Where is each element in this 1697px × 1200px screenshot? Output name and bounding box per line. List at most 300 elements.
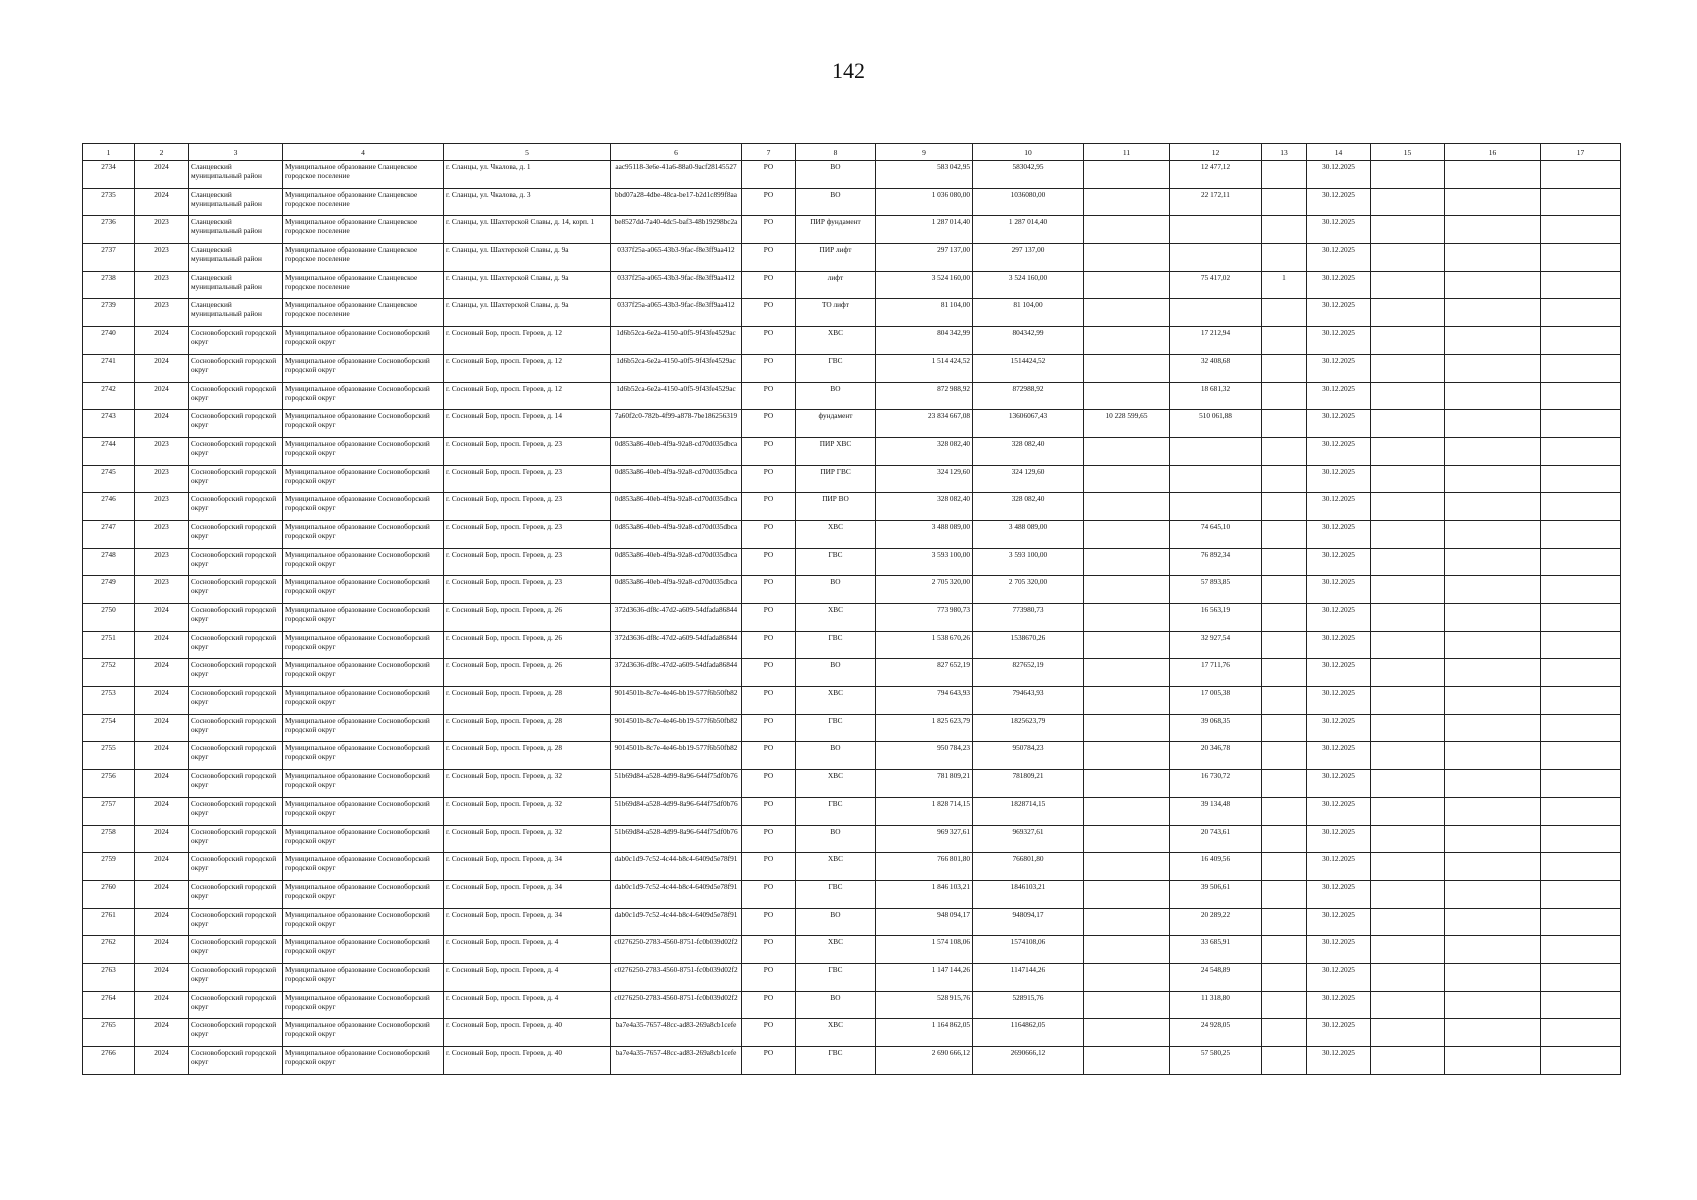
table-row	[83, 271, 1621, 299]
table-cell-col-7: РО	[742, 991, 796, 1019]
table-cell-col-9: 969 327,61	[876, 825, 973, 853]
table-row	[83, 825, 1621, 853]
table-cell-col-16	[1445, 354, 1541, 382]
table-cell-col-9: 297 137,00	[876, 244, 973, 272]
table-cell-col-13	[1262, 216, 1307, 244]
table-body	[83, 161, 1621, 1075]
table-cell-col-10: 81 104,00	[973, 299, 1084, 327]
table-cell-col-3: Сосновоборский городской округ	[189, 742, 283, 770]
table-cell-col-12: 24 548,89	[1170, 963, 1262, 991]
table-row	[83, 327, 1621, 355]
table-cell-col-7: РО	[742, 216, 796, 244]
table-cell-col-14: 30.12.2025	[1307, 327, 1371, 355]
table-cell-col-15	[1371, 880, 1445, 908]
table-cell-col-6: 1d6b52ca-6e2a-4150-a0f5-9f43fe4529ac	[611, 382, 742, 410]
table-cell-col-3: Сосновоборский городской округ	[189, 963, 283, 991]
table-cell-col-2: 2024	[135, 327, 189, 355]
table-cell-col-3: Сосновоборский городской округ	[189, 548, 283, 576]
table-cell-col-8: ПИР фундамент	[796, 216, 876, 244]
table-cell-col-15	[1371, 797, 1445, 825]
column-header-13: 13	[1262, 144, 1307, 161]
table-cell-col-7: РО	[742, 548, 796, 576]
table-row	[83, 437, 1621, 465]
table-cell-col-16	[1445, 714, 1541, 742]
table-cell-col-13	[1262, 437, 1307, 465]
table-cell-col-9: 1 574 108,06	[876, 936, 973, 964]
table-cell-col-8: лифт	[796, 271, 876, 299]
table-cell-col-15	[1371, 161, 1445, 189]
table-cell-col-8: ГВС	[796, 880, 876, 908]
table-cell-col-3: Сланцевский муниципальный район	[189, 161, 283, 189]
table-cell-col-17	[1541, 327, 1621, 355]
table-cell-col-17	[1541, 354, 1621, 382]
table-cell-col-4: Муниципальное образование Сосновоборский городской округ	[283, 382, 444, 410]
table-cell-col-13	[1262, 936, 1307, 964]
table-cell-col-3: Сосновоборский городской округ	[189, 936, 283, 964]
table-cell-col-9: 528 915,76	[876, 991, 973, 1019]
table-row	[83, 548, 1621, 576]
column-header-11: 11	[1084, 144, 1170, 161]
table-cell-col-6: c0276250-2783-4560-8751-fc0b039d02f2	[611, 936, 742, 964]
table-cell-col-15	[1371, 963, 1445, 991]
table-cell-col-16	[1445, 520, 1541, 548]
table-cell-col-7: РО	[742, 354, 796, 382]
table-cell-col-2: 2024	[135, 742, 189, 770]
table-cell-col-14: 30.12.2025	[1307, 216, 1371, 244]
table-cell-col-14: 30.12.2025	[1307, 576, 1371, 604]
table-cell-col-10: 1828714,15	[973, 797, 1084, 825]
table-cell-col-2: 2024	[135, 991, 189, 1019]
table-cell-col-11	[1084, 714, 1170, 742]
table-cell-col-2: 2024	[135, 631, 189, 659]
column-header-16: 16	[1445, 144, 1541, 161]
table-cell-col-16	[1445, 687, 1541, 715]
table-cell-col-8: ГВС	[796, 963, 876, 991]
table-cell-col-11	[1084, 742, 1170, 770]
table-cell-col-4: Муниципальное образование Сосновоборский городской округ	[283, 631, 444, 659]
table-cell-col-4: Муниципальное образование Сосновоборский городской округ	[283, 437, 444, 465]
table-cell-col-12: 57 893,85	[1170, 576, 1262, 604]
table-cell-col-12	[1170, 299, 1262, 327]
column-header-2: 2	[135, 144, 189, 161]
table-cell-col-10: 324 129,60	[973, 465, 1084, 493]
table-cell-col-17	[1541, 936, 1621, 964]
table-cell-col-15	[1371, 576, 1445, 604]
table-cell-col-17	[1541, 188, 1621, 216]
table-cell-col-6: 0337f25a-a065-43b3-9fac-f8e3ff9aa412	[611, 299, 742, 327]
table-cell-col-13	[1262, 299, 1307, 327]
table-cell-col-2: 2024	[135, 936, 189, 964]
table-cell-col-11	[1084, 161, 1170, 189]
table-cell-col-2: 2024	[135, 604, 189, 632]
table-cell-col-17	[1541, 161, 1621, 189]
table-cell-col-5: г. Сосновый Бор, просп. Героев, д. 23	[444, 437, 611, 465]
table-cell-col-9: 773 980,73	[876, 604, 973, 632]
table-cell-col-15	[1371, 853, 1445, 881]
table-cell-col-15	[1371, 327, 1445, 355]
table-cell-col-5: г. Сосновый Бор, просп. Героев, д. 32	[444, 797, 611, 825]
table-cell-col-12: 20 346,78	[1170, 742, 1262, 770]
table-cell-col-4: Муниципальное образование Сосновоборский городской округ	[283, 714, 444, 742]
table-cell-col-16	[1445, 299, 1541, 327]
table-cell-col-8: ВО	[796, 382, 876, 410]
table-cell-col-7: РО	[742, 299, 796, 327]
table-cell-col-4: Муниципальное образование Сосновоборский городской округ	[283, 963, 444, 991]
table-cell-col-10: 872988,92	[973, 382, 1084, 410]
table-cell-col-3: Сосновоборский городской округ	[189, 576, 283, 604]
table-cell-col-15	[1371, 548, 1445, 576]
table-cell-col-11	[1084, 244, 1170, 272]
table-cell-col-6: aac95118-3e6e-41a6-88a0-9acf28145527	[611, 161, 742, 189]
table-cell-col-9: 781 809,21	[876, 770, 973, 798]
table-cell-col-7: РО	[742, 770, 796, 798]
table-cell-col-14: 30.12.2025	[1307, 1019, 1371, 1047]
table-cell-col-14: 30.12.2025	[1307, 465, 1371, 493]
table-cell-col-7: РО	[742, 797, 796, 825]
table-cell-col-1: 2752	[83, 659, 135, 687]
table-cell-col-17	[1541, 742, 1621, 770]
table-row	[83, 216, 1621, 244]
table-cell-col-3: Сосновоборский городской округ	[189, 520, 283, 548]
table-cell-col-16	[1445, 465, 1541, 493]
table-cell-col-1: 2739	[83, 299, 135, 327]
table-cell-col-1: 2751	[83, 631, 135, 659]
table-cell-col-4: Муниципальное образование Сосновоборский городской округ	[283, 687, 444, 715]
table-cell-col-17	[1541, 1047, 1621, 1075]
table-cell-col-8: ВО	[796, 659, 876, 687]
table-cell-col-17	[1541, 797, 1621, 825]
table-cell-col-11	[1084, 465, 1170, 493]
table-cell-col-4: Муниципальное образование Сланцевское городское поселение	[283, 188, 444, 216]
table-cell-col-9: 324 129,60	[876, 465, 973, 493]
table-cell-col-8: ХВС	[796, 770, 876, 798]
table-cell-col-6: 0d853a86-40eb-4f9a-92a8-cd70d035dbca	[611, 576, 742, 604]
table-cell-col-15	[1371, 659, 1445, 687]
table-cell-col-13	[1262, 659, 1307, 687]
table-cell-col-14: 30.12.2025	[1307, 354, 1371, 382]
table-cell-col-16	[1445, 991, 1541, 1019]
table-row	[83, 299, 1621, 327]
table-cell-col-2: 2023	[135, 244, 189, 272]
table-row	[83, 188, 1621, 216]
table-cell-col-7: РО	[742, 244, 796, 272]
table-cell-col-13	[1262, 687, 1307, 715]
table-cell-col-10: 2690666,12	[973, 1047, 1084, 1075]
table-cell-col-2: 2023	[135, 465, 189, 493]
table-cell-col-11	[1084, 299, 1170, 327]
table-cell-col-13	[1262, 1047, 1307, 1075]
table-cell-col-2: 2023	[135, 299, 189, 327]
register-table	[82, 143, 1621, 1075]
table-cell-col-16	[1445, 797, 1541, 825]
column-header-17: 17	[1541, 144, 1621, 161]
table-cell-col-1: 2741	[83, 354, 135, 382]
table-cell-col-13	[1262, 576, 1307, 604]
table-cell-col-15	[1371, 714, 1445, 742]
table-cell-col-13	[1262, 520, 1307, 548]
column-header-4: 4	[283, 144, 444, 161]
table-cell-col-16	[1445, 437, 1541, 465]
table-cell-col-14: 30.12.2025	[1307, 382, 1371, 410]
table-cell-col-5: г. Сосновый Бор, просп. Героев, д. 32	[444, 825, 611, 853]
table-cell-col-1: 2759	[83, 853, 135, 881]
table-cell-col-14: 30.12.2025	[1307, 908, 1371, 936]
table-row	[83, 631, 1621, 659]
table-cell-col-9: 948 094,17	[876, 908, 973, 936]
table-cell-col-11	[1084, 216, 1170, 244]
table-cell-col-7: РО	[742, 659, 796, 687]
table-cell-col-10: 1164862,05	[973, 1019, 1084, 1047]
table-cell-col-10: 297 137,00	[973, 244, 1084, 272]
table-cell-col-3: Сланцевский муниципальный район	[189, 188, 283, 216]
table-cell-col-3: Сосновоборский городской округ	[189, 354, 283, 382]
table-cell-col-8: ГВС	[796, 797, 876, 825]
table-cell-col-11	[1084, 188, 1170, 216]
table-cell-col-15	[1371, 770, 1445, 798]
table-cell-col-17	[1541, 659, 1621, 687]
table-cell-col-13	[1262, 354, 1307, 382]
table-row	[83, 659, 1621, 687]
table-cell-col-3: Сосновоборский городской округ	[189, 770, 283, 798]
table-cell-col-15	[1371, 936, 1445, 964]
table-cell-col-3: Сосновоборский городской округ	[189, 853, 283, 881]
table-cell-col-12: 16 730,72	[1170, 770, 1262, 798]
table-cell-col-13	[1262, 410, 1307, 438]
table-cell-col-9: 1 164 862,05	[876, 1019, 973, 1047]
table-cell-col-4: Муниципальное образование Сосновоборский городской округ	[283, 354, 444, 382]
table-cell-col-1: 2758	[83, 825, 135, 853]
table-cell-col-13	[1262, 188, 1307, 216]
table-cell-col-5: г. Сосновый Бор, просп. Героев, д. 40	[444, 1047, 611, 1075]
table-cell-col-1: 2746	[83, 493, 135, 521]
table-cell-col-16	[1445, 576, 1541, 604]
table-cell-col-3: Сосновоборский городской округ	[189, 908, 283, 936]
table-cell-col-14: 30.12.2025	[1307, 631, 1371, 659]
table-cell-col-3: Сланцевский муниципальный район	[189, 216, 283, 244]
table-cell-col-8: ХВС	[796, 520, 876, 548]
table-cell-col-2: 2024	[135, 410, 189, 438]
table-cell-col-12: 20 743,61	[1170, 825, 1262, 853]
table-cell-col-1: 2742	[83, 382, 135, 410]
table-cell-col-7: РО	[742, 963, 796, 991]
table-cell-col-17	[1541, 714, 1621, 742]
table-cell-col-10: 804342,99	[973, 327, 1084, 355]
table-cell-col-12: 18 681,32	[1170, 382, 1262, 410]
table-cell-col-9: 1 147 144,26	[876, 963, 973, 991]
table-row	[83, 742, 1621, 770]
table-cell-col-12: 32 927,54	[1170, 631, 1262, 659]
table-cell-col-5: г. Сосновый Бор, просп. Героев, д. 40	[444, 1019, 611, 1047]
table-cell-col-17	[1541, 520, 1621, 548]
table-cell-col-13	[1262, 770, 1307, 798]
table-cell-col-4: Муниципальное образование Сосновоборский городской округ	[283, 410, 444, 438]
table-cell-col-8: ВО	[796, 908, 876, 936]
table-cell-col-8: ВО	[796, 188, 876, 216]
table-cell-col-2: 2023	[135, 520, 189, 548]
table-cell-col-16	[1445, 1047, 1541, 1075]
table-cell-col-10: 583042,95	[973, 161, 1084, 189]
table-cell-col-3: Сосновоборский городской округ	[189, 631, 283, 659]
table-cell-col-16	[1445, 963, 1541, 991]
table-cell-col-15	[1371, 991, 1445, 1019]
table-cell-col-5: г. Сланцы, ул. Шахтерской Славы, д. 9а	[444, 271, 611, 299]
table-cell-col-9: 1 514 424,52	[876, 354, 973, 382]
table-cell-col-8: ВО	[796, 991, 876, 1019]
table-cell-col-5: г. Сланцы, ул. Шахтерской Славы, д. 14, корп. 1	[444, 216, 611, 244]
table-cell-col-3: Сосновоборский городской округ	[189, 687, 283, 715]
table-row	[83, 493, 1621, 521]
table-cell-col-7: РО	[742, 493, 796, 521]
table-cell-col-10: 2 705 320,00	[973, 576, 1084, 604]
table-cell-col-6: 372d3636-df8c-47d2-a609-54dfada86844	[611, 659, 742, 687]
table-cell-col-15	[1371, 465, 1445, 493]
table-cell-col-13: 1	[1262, 271, 1307, 299]
table-cell-col-10: 766801,80	[973, 853, 1084, 881]
table-cell-col-12: 20 289,22	[1170, 908, 1262, 936]
table-cell-col-5: г. Сланцы, ул. Чкалова, д. 1	[444, 161, 611, 189]
table-cell-col-15	[1371, 742, 1445, 770]
table-cell-col-6: dab0c1d9-7c52-4c44-b8c4-6409d5e78f91	[611, 908, 742, 936]
table-cell-col-4: Муниципальное образование Сосновоборский городской округ	[283, 520, 444, 548]
table-cell-col-5: г. Сосновый Бор, просп. Героев, д. 4	[444, 991, 611, 1019]
table-cell-col-1: 2757	[83, 797, 135, 825]
table-cell-col-12: 17 005,38	[1170, 687, 1262, 715]
table-cell-col-11	[1084, 687, 1170, 715]
table-row	[83, 1019, 1621, 1047]
table-cell-col-6: 9014501b-8c7e-4e46-bb19-577f6b50fb82	[611, 742, 742, 770]
table-cell-col-6: c0276250-2783-4560-8751-fc0b039d02f2	[611, 991, 742, 1019]
table-cell-col-12	[1170, 216, 1262, 244]
table-cell-col-16	[1445, 853, 1541, 881]
table-cell-col-2: 2024	[135, 382, 189, 410]
table-cell-col-2: 2024	[135, 963, 189, 991]
table-cell-col-8: ПИР ГВС	[796, 465, 876, 493]
table-cell-col-9: 328 082,40	[876, 493, 973, 521]
table-cell-col-10: 3 488 089,00	[973, 520, 1084, 548]
table-cell-col-8: фундамент	[796, 410, 876, 438]
table-cell-col-1: 2743	[83, 410, 135, 438]
table-cell-col-14: 30.12.2025	[1307, 936, 1371, 964]
table-cell-col-4: Муниципальное образование Сланцевское городское поселение	[283, 299, 444, 327]
table-cell-col-8: ТО лифт	[796, 299, 876, 327]
table-cell-col-1: 2764	[83, 991, 135, 1019]
table-cell-col-12: 16 409,56	[1170, 853, 1262, 881]
table-cell-col-4: Муниципальное образование Сосновоборский городской округ	[283, 1047, 444, 1075]
table-cell-col-15	[1371, 437, 1445, 465]
table-cell-col-16	[1445, 770, 1541, 798]
table-cell-col-17	[1541, 1019, 1621, 1047]
table-cell-col-11	[1084, 354, 1170, 382]
table-cell-col-8: ПИР ХВС	[796, 437, 876, 465]
table-cell-col-1: 2754	[83, 714, 135, 742]
table-cell-col-6: 0337f25a-a065-43b3-9fac-f8e3ff9aa412	[611, 271, 742, 299]
table-cell-col-9: 1 846 103,21	[876, 880, 973, 908]
table-cell-col-6: dab0c1d9-7c52-4c44-b8c4-6409d5e78f91	[611, 853, 742, 881]
table-cell-col-9: 2 705 320,00	[876, 576, 973, 604]
table-cell-col-15	[1371, 908, 1445, 936]
table-cell-col-11	[1084, 797, 1170, 825]
table-cell-col-11	[1084, 963, 1170, 991]
table-cell-col-15	[1371, 354, 1445, 382]
table-cell-col-7: РО	[742, 161, 796, 189]
table-cell-col-7: РО	[742, 520, 796, 548]
table-cell-col-5: г. Сосновый Бор, просп. Героев, д. 4	[444, 936, 611, 964]
table-cell-col-13	[1262, 714, 1307, 742]
table-cell-col-8: ХВС	[796, 936, 876, 964]
table-cell-col-1: 2736	[83, 216, 135, 244]
table-cell-col-3: Сосновоборский городской округ	[189, 465, 283, 493]
table-cell-col-8: ГВС	[796, 714, 876, 742]
table-cell-col-2: 2024	[135, 659, 189, 687]
table-row	[83, 853, 1621, 881]
table-cell-col-1: 2766	[83, 1047, 135, 1075]
table-cell-col-5: г. Сосновый Бор, просп. Героев, д. 14	[444, 410, 611, 438]
table-cell-col-5: г. Сосновый Бор, просп. Героев, д. 23	[444, 576, 611, 604]
table-cell-col-15	[1371, 687, 1445, 715]
table-cell-col-1: 2762	[83, 936, 135, 964]
table-cell-col-9: 804 342,99	[876, 327, 973, 355]
table-row	[83, 770, 1621, 798]
table-cell-col-14: 30.12.2025	[1307, 797, 1371, 825]
table-cell-col-5: г. Сосновый Бор, просп. Героев, д. 34	[444, 908, 611, 936]
table-cell-col-12	[1170, 244, 1262, 272]
table-cell-col-14: 30.12.2025	[1307, 548, 1371, 576]
table-cell-col-11	[1084, 631, 1170, 659]
table-cell-col-4: Муниципальное образование Сосновоборский городской округ	[283, 797, 444, 825]
table-cell-col-10: 328 082,40	[973, 493, 1084, 521]
table-cell-col-2: 2023	[135, 271, 189, 299]
table-row	[83, 576, 1621, 604]
table-cell-col-14: 30.12.2025	[1307, 1047, 1371, 1075]
table-cell-col-3: Сосновоборский городской округ	[189, 659, 283, 687]
table-cell-col-9: 1 538 670,26	[876, 631, 973, 659]
table-cell-col-15	[1371, 271, 1445, 299]
table-cell-col-5: г. Сосновый Бор, просп. Героев, д. 12	[444, 354, 611, 382]
column-header-7: 7	[742, 144, 796, 161]
table-cell-col-15	[1371, 382, 1445, 410]
table-cell-col-8: ГВС	[796, 631, 876, 659]
table-cell-col-11	[1084, 936, 1170, 964]
page-number: 142	[832, 58, 865, 83]
table-row	[83, 936, 1621, 964]
table-cell-col-7: РО	[742, 825, 796, 853]
table-cell-col-12: 17 212,94	[1170, 327, 1262, 355]
table-cell-col-7: РО	[742, 327, 796, 355]
table-cell-col-11	[1084, 271, 1170, 299]
table-cell-col-14: 30.12.2025	[1307, 853, 1371, 881]
table-cell-col-12: 12 477,12	[1170, 161, 1262, 189]
table-cell-col-8: ВО	[796, 742, 876, 770]
table-cell-col-11	[1084, 1019, 1170, 1047]
table-cell-col-10: 1036080,00	[973, 188, 1084, 216]
table-cell-col-2: 2024	[135, 853, 189, 881]
table-cell-col-14: 30.12.2025	[1307, 437, 1371, 465]
table-cell-col-12: 22 172,11	[1170, 188, 1262, 216]
table-cell-col-11	[1084, 604, 1170, 632]
table-cell-col-10: 948094,17	[973, 908, 1084, 936]
table-cell-col-12: 16 563,19	[1170, 604, 1262, 632]
table-cell-col-3: Сланцевский муниципальный район	[189, 244, 283, 272]
table-cell-col-14: 30.12.2025	[1307, 520, 1371, 548]
table-cell-col-3: Сланцевский муниципальный район	[189, 271, 283, 299]
table-cell-col-9: 583 042,95	[876, 161, 973, 189]
table-cell-col-10: 1574108,06	[973, 936, 1084, 964]
table-cell-col-17	[1541, 963, 1621, 991]
table-cell-col-15	[1371, 216, 1445, 244]
table-cell-col-1: 2753	[83, 687, 135, 715]
table-cell-col-5: г. Сосновый Бор, просп. Героев, д. 34	[444, 880, 611, 908]
table-cell-col-6: be8527dd-7a40-4dc5-baf3-48b19298bc2a	[611, 216, 742, 244]
